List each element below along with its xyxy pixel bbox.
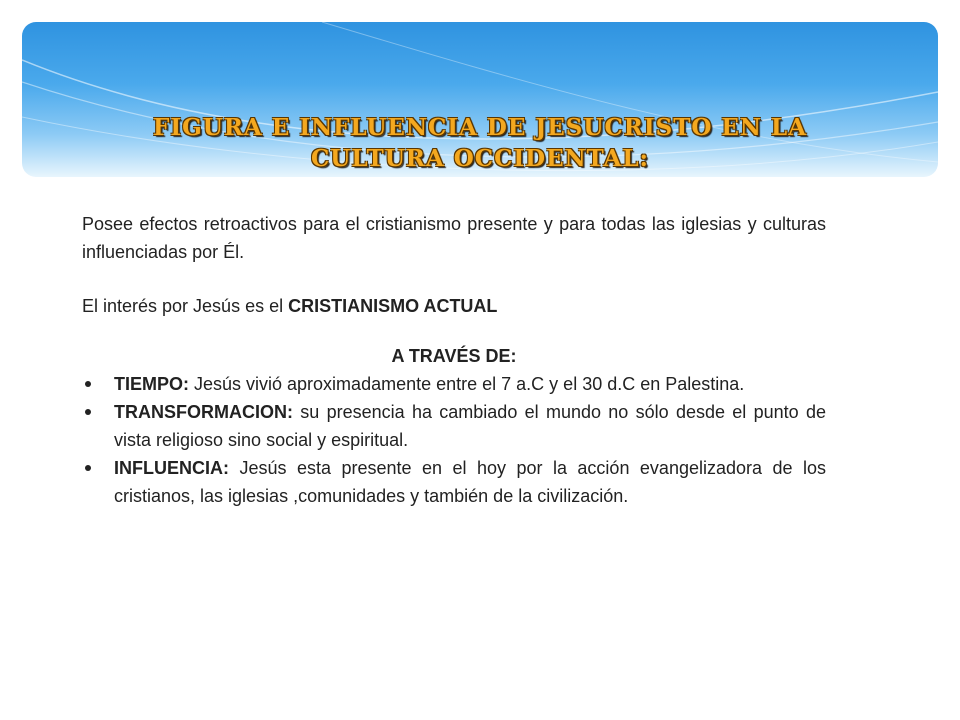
slide-title: FIGURA E INFLUENCIA DE JESUCRISTO EN LA CULTURA OCCIDENTAL: <box>153 114 807 172</box>
section-heading: A TRAVÉS DE: <box>391 346 517 366</box>
bullet-text: Jesús esta presente en el hoy por la acción evangelizadora de los cristianos, las iglesias ,comunidades y también de la civilización. <box>114 458 826 506</box>
bullet-label: TIEMPO: <box>114 374 189 394</box>
intro-paragraph: Posee efectos retroactivos para el cristianismo presente y para todas las iglesias y culturas influenciadas por Él. <box>82 214 826 262</box>
slide-body <box>82 210 826 510</box>
bullet-dot-icon <box>85 465 91 471</box>
bullet-item-influencia <box>82 454 826 510</box>
interest-paragraph <box>82 292 826 320</box>
bullet-text: Jesús vivió aproximadamente entre el 7 a.C y el 30 d.C en Palestina. <box>189 374 745 394</box>
bullet-item-tiempo <box>82 370 826 398</box>
bullet-text: su presencia ha cambiado el mundo no sólo desde el punto de vista religioso sino social y espiritual. <box>114 402 826 450</box>
interest-text: El interés por Jesús es el <box>82 296 289 316</box>
bullet-list <box>82 370 826 510</box>
bullet-item-transformacion <box>82 398 826 454</box>
bullet-dot-icon <box>85 381 91 387</box>
bullet-label: INFLUENCIA: <box>114 458 229 478</box>
bullet-label: TRANSFORMACION: <box>114 402 293 422</box>
interest-emphasis: CRISTIANISMO ACTUAL <box>288 296 498 316</box>
bullet-dot-icon <box>85 409 91 415</box>
